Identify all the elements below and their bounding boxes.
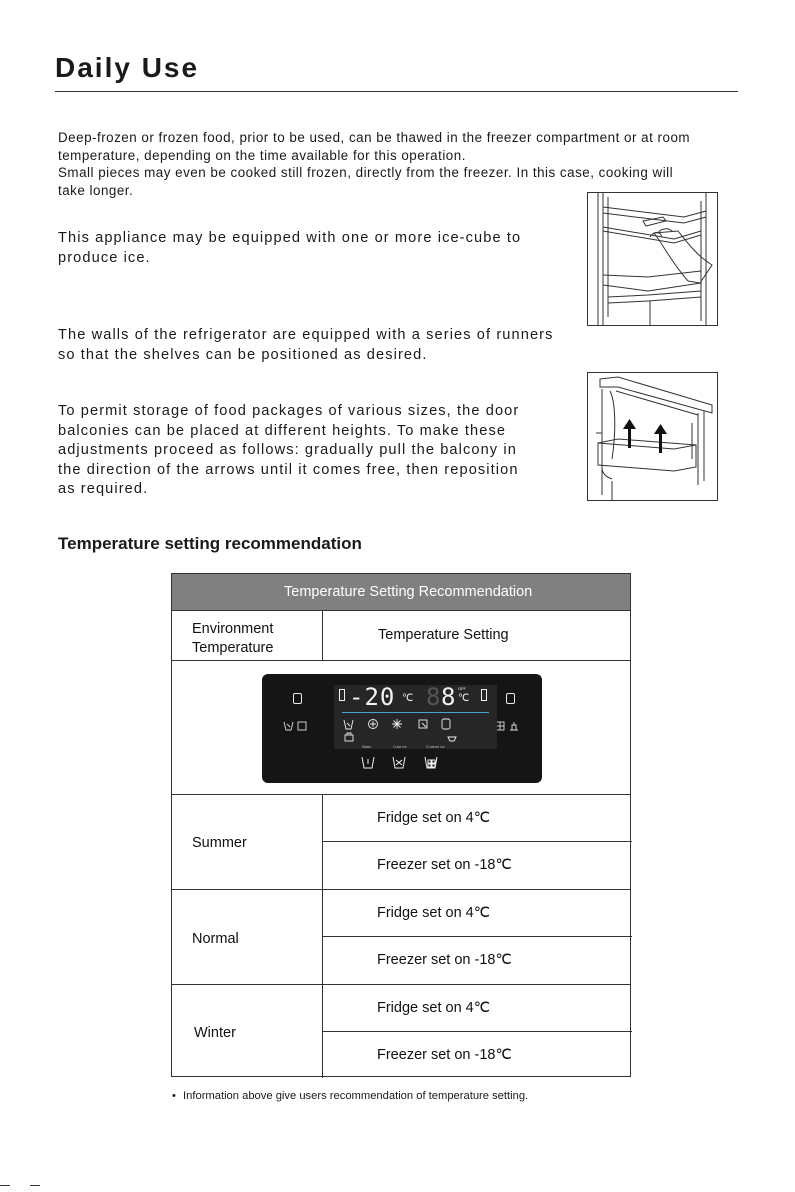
cube-ice-label: Cube ice bbox=[393, 745, 407, 749]
shelf-drawing bbox=[588, 193, 717, 325]
text-line: balconies can be placed at different heights. To make these bbox=[58, 422, 507, 439]
freezer-indicator-icon bbox=[339, 689, 345, 701]
paragraph-ice-cube bbox=[58, 229, 558, 268]
table-divider bbox=[172, 984, 630, 985]
text-line: produce ice. bbox=[58, 249, 151, 266]
mode-icons-left bbox=[282, 720, 312, 732]
display-screen bbox=[334, 685, 497, 749]
shelf-illustration bbox=[587, 192, 718, 326]
table-divider bbox=[322, 1031, 632, 1032]
control-panel-image bbox=[262, 674, 542, 783]
door-balcony-drawing bbox=[588, 373, 717, 500]
environment-normal: Normal bbox=[192, 931, 239, 947]
table-divider bbox=[172, 889, 630, 890]
table-header bbox=[172, 574, 630, 610]
table-divider bbox=[172, 610, 630, 611]
environment-summer: Summer bbox=[192, 835, 247, 851]
paragraph-thawing bbox=[58, 129, 748, 199]
mode-icons-right bbox=[494, 720, 524, 732]
off-indicator: OFF bbox=[458, 686, 466, 691]
page-title: Daily Use bbox=[55, 52, 200, 83]
display-function-icons bbox=[342, 718, 492, 744]
paragraph-door-balconies bbox=[58, 402, 548, 500]
fridge-door-icon bbox=[506, 693, 515, 704]
winter-fridge-setting: Fridge set on 4℃ bbox=[377, 1000, 491, 1016]
freezer-temperature: -20 bbox=[349, 683, 396, 711]
table-divider bbox=[172, 794, 630, 795]
summer-freezer-setting: Freezer set on -18℃ bbox=[377, 857, 512, 873]
footnote-text: Information above give users recommendation of temperature setting. bbox=[183, 1090, 529, 1102]
normal-fridge-setting: Fridge set on 4℃ bbox=[377, 905, 491, 921]
text-line: temperature, depending on the time available for this operation. bbox=[58, 147, 466, 163]
fridge-unit: ℃ bbox=[458, 693, 470, 704]
table-divider bbox=[322, 936, 632, 937]
display-accent-line bbox=[342, 712, 489, 713]
crop-mark bbox=[0, 1185, 10, 1186]
text-line: adjustments proceed as follows: gradually pull the balcony in bbox=[58, 442, 517, 458]
door-balcony-illustration bbox=[587, 372, 718, 501]
text-line: To permit storage of food packages of various sizes, the door bbox=[58, 403, 520, 419]
paragraph-runners bbox=[58, 326, 568, 365]
text-line: Deep-frozen or frozen food, prior to be used, can be thawed in the freezer compartment or at room bbox=[58, 130, 691, 145]
text-line: Small pieces may even be cooked still frozen, directly from the freezer. In this case, cooking will bbox=[58, 165, 674, 180]
table-divider bbox=[172, 660, 630, 661]
environment-winter: Winter bbox=[194, 1025, 236, 1041]
column-header-line: Temperature bbox=[192, 640, 274, 656]
title-rule bbox=[55, 91, 738, 92]
temperature-recommendation-table bbox=[171, 573, 631, 1077]
table-header-label: Temperature Setting Recommendation bbox=[284, 584, 533, 600]
crushed-ice-label: Crushed ice bbox=[426, 745, 445, 749]
normal-freezer-setting: Freezer set on -18℃ bbox=[377, 952, 512, 968]
fridge-door-icon bbox=[293, 693, 302, 704]
text-line: so that the shelves can be positioned as desired. bbox=[58, 346, 428, 363]
summer-fridge-setting: Fridge set on 4℃ bbox=[377, 810, 491, 826]
text-line: the direction of the arrows until it comes free, then reposition bbox=[58, 461, 519, 478]
section-title: Temperature setting recommendation bbox=[58, 534, 362, 553]
column-header-line: Environment bbox=[192, 621, 274, 637]
environment-column-header bbox=[192, 620, 273, 658]
crop-mark bbox=[30, 1185, 40, 1186]
text-line: as required. bbox=[58, 481, 149, 497]
text-line: This appliance may be equipped with one or more ice-cube to bbox=[58, 230, 522, 246]
fridge-temperature: 8 bbox=[441, 683, 456, 711]
setting-column-header: Temperature Setting bbox=[378, 627, 509, 643]
text-line: The walls of the refrigerator are equipped with a series of runners bbox=[58, 327, 554, 343]
table-divider bbox=[322, 794, 323, 1078]
footnote bbox=[172, 1090, 528, 1102]
text-line: take longer. bbox=[58, 182, 134, 198]
dispenser-icons bbox=[360, 754, 450, 772]
fridge-indicator-icon bbox=[481, 689, 487, 701]
winter-freezer-setting: Freezer set on -18℃ bbox=[377, 1047, 512, 1063]
freezer-unit: ℃ bbox=[402, 693, 414, 704]
footnote-bullet: • bbox=[172, 1090, 176, 1102]
fridge-tens-digit-placeholder: 8 bbox=[426, 683, 441, 711]
water-label: Water bbox=[362, 745, 372, 749]
table-divider bbox=[322, 841, 632, 842]
table-divider bbox=[322, 610, 323, 660]
